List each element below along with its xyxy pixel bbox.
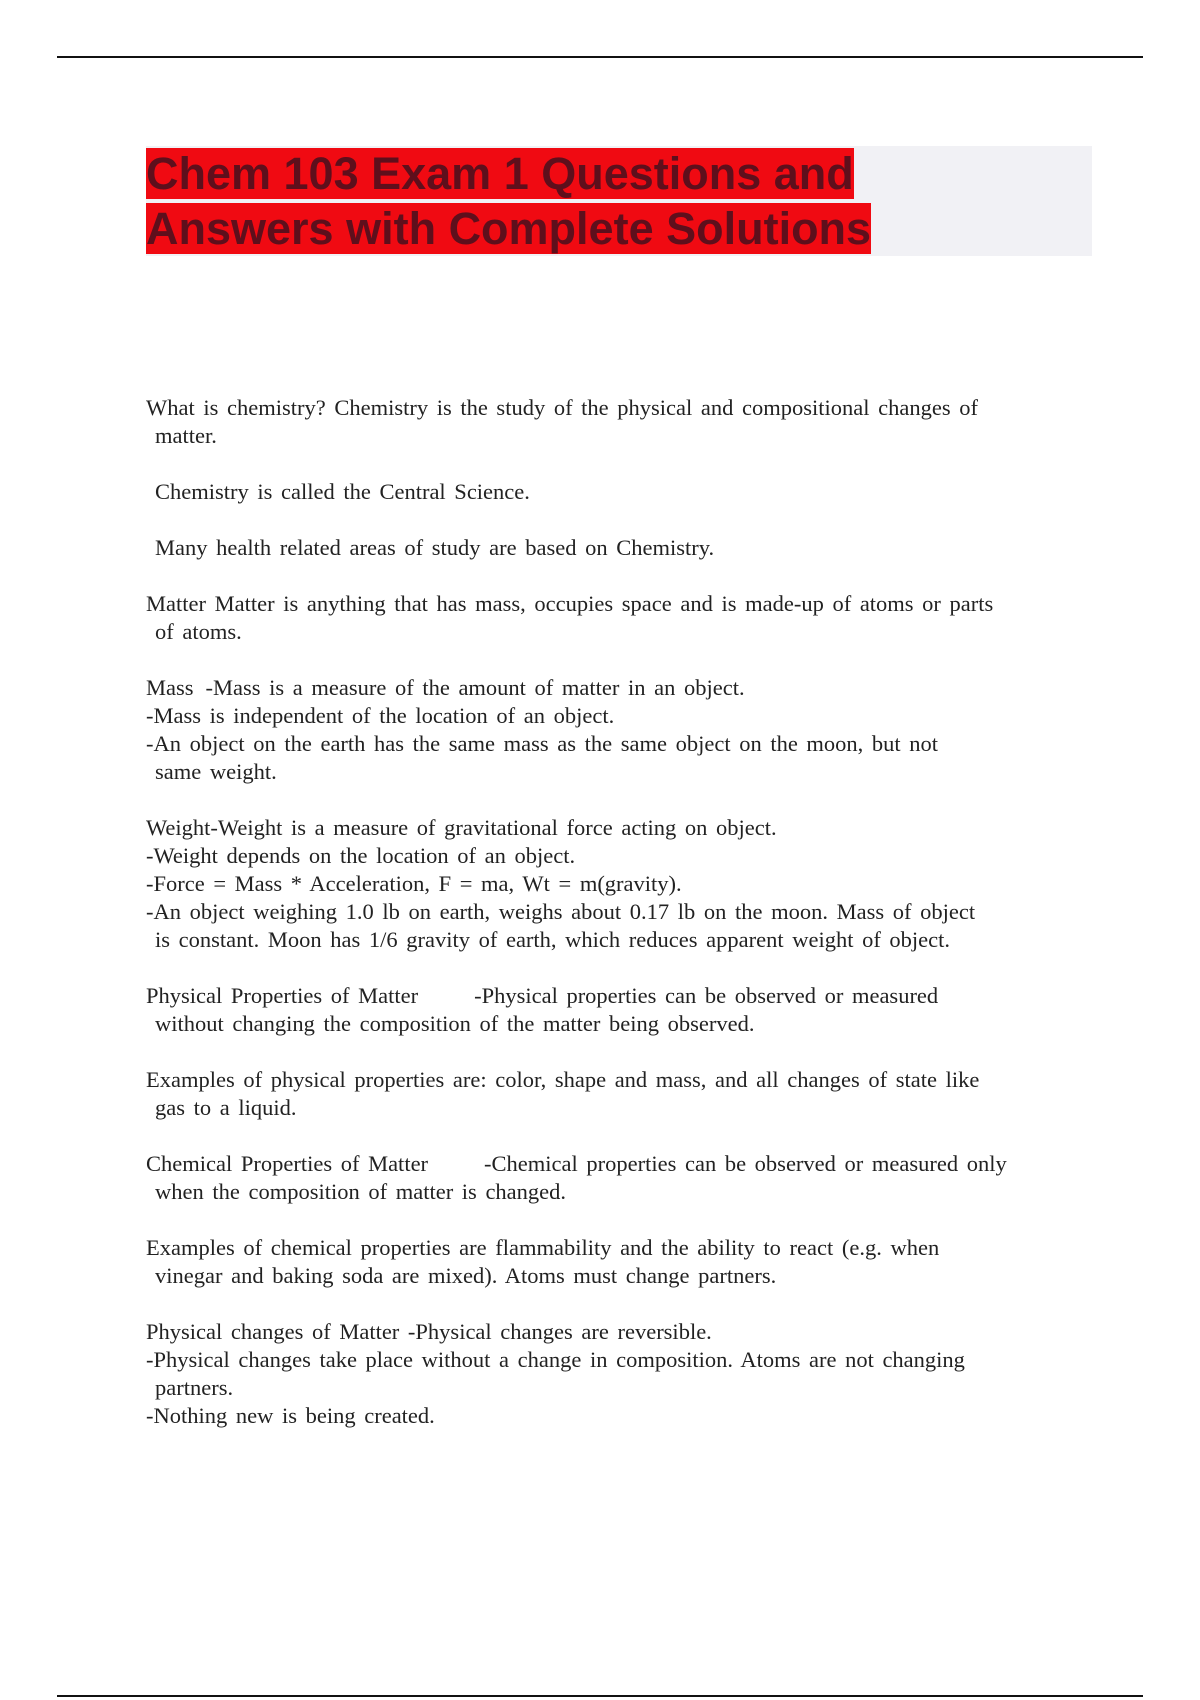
- page-title: [146, 146, 946, 256]
- paragraph-line: same weight.: [155, 759, 277, 784]
- paragraph-line: -Mass is independent of the location of an object.: [146, 703, 615, 728]
- title-line-1: Chem 103 Exam 1 Questions and: [146, 148, 854, 199]
- paragraph-line: matter.: [155, 423, 217, 448]
- paragraph-line: [146, 982, 1091, 1010]
- term-label: Physical Properties of Matter: [146, 983, 419, 1008]
- footer-rule: [57, 1695, 1143, 1697]
- paragraph-line: is constant. Moon has 1/6 gravity of earth, which reduces apparent weight of object.: [155, 927, 951, 952]
- paragraph-line: of atoms.: [155, 619, 242, 644]
- paragraph-line: Matter Matter is anything that has mass, occupies space and is made-up of atoms or parts: [146, 591, 994, 616]
- paragraph-line: Weight-Weight is a measure of gravitational force acting on object.: [146, 815, 777, 840]
- paragraph-line: without changing the composition of the matter being observed.: [155, 1011, 755, 1036]
- paragraph-line: -An object weighing 1.0 lb on earth, weighs about 0.17 lb on the moon. Mass of object: [146, 899, 976, 924]
- title-line-2: Answers with Complete Solutions: [146, 203, 872, 254]
- term-label: Mass: [146, 675, 194, 700]
- paragraph-line: Examples of physical properties are: color, shape and mass, and all changes of state like: [146, 1067, 980, 1092]
- paragraph-line: Chemistry is called the Central Science.: [155, 479, 530, 504]
- paragraph-line: Examples of chemical properties are flammability and the ability to react (e.g. when: [146, 1235, 940, 1260]
- paragraph-line: -An object on the earth has the same mass as the same object on the moon, but not: [146, 731, 939, 756]
- paragraph-line: Physical changes of Matter -Physical changes are reversible.: [146, 1319, 712, 1344]
- paragraph-line: [146, 674, 1091, 702]
- paragraph-line: -Force = Mass * Acceleration, F = ma, Wt = m(gravity).: [146, 871, 682, 896]
- paragraph-line: when the composition of matter is changed.: [155, 1179, 567, 1204]
- paragraph-line: -Weight depends on the location of an object.: [146, 843, 576, 868]
- paragraph-line: [146, 1150, 1091, 1178]
- term-definition: -Physical properties can be observed or measured: [474, 983, 939, 1008]
- term-definition: -Mass is a measure of the amount of matter in an object.: [205, 675, 745, 700]
- paragraph-line: Many health related areas of study are based on Chemistry.: [155, 535, 715, 560]
- paragraph-line: -Nothing new is being created.: [146, 1403, 435, 1428]
- paragraph-line: vinegar and baking soda are mixed). Atoms must change partners.: [155, 1263, 777, 1288]
- header-rule: [57, 56, 1143, 58]
- paragraph-line: -Physical changes take place without a change in composition. Atoms are not changing: [146, 1347, 965, 1372]
- term-label: Chemical Properties of Matter: [146, 1151, 429, 1176]
- term-definition: -Chemical properties can be observed or measured only: [484, 1151, 1007, 1176]
- paragraph-line: partners.: [155, 1375, 234, 1400]
- paragraph-line: What is chemistry? Chemistry is the study of the physical and compositional changes of: [146, 395, 978, 420]
- paragraph-line: gas to a liquid.: [155, 1095, 297, 1120]
- document-body: [146, 394, 1091, 1430]
